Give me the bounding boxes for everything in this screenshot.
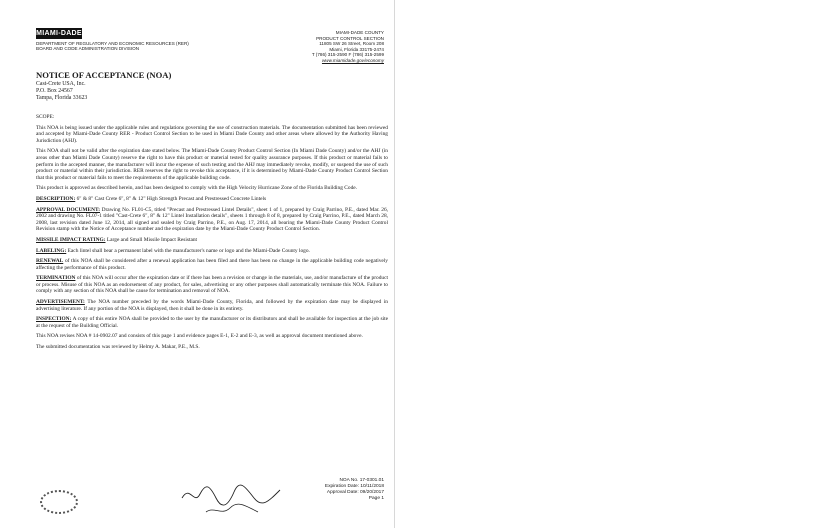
footer-meta — [288, 478, 384, 502]
scope-heading: SCOPE: — [36, 114, 55, 120]
section-advertisement — [36, 299, 388, 312]
section-text: A copy of this entire NOA shall be provided to the user by the manufacturer or its distributors and shall be available for inspection at the job site at the request of the Building Official. — [36, 316, 388, 329]
section-text: of this NOA shall be considered after a renewal application has been filed and there has been no change in the applicable building code negatively affecting the performance of this product. — [36, 258, 388, 271]
noa-document — [36, 28, 388, 524]
section-description — [36, 196, 388, 203]
contact-line: 11805 SW 26 Street, Room 208 — [319, 41, 384, 47]
section-termination — [36, 275, 388, 295]
section-inspection — [36, 316, 388, 329]
department-line: BOARD AND CODE ADMINISTRATION DIVISION — [36, 46, 140, 52]
recipient-address — [36, 81, 87, 101]
section-label: DESCRIPTION: — [36, 195, 76, 202]
department-line: DEPARTMENT OF REGULATORY AND ECONOMIC RESOURCES (RER) — [36, 41, 189, 46]
section-revision-note — [36, 333, 388, 340]
contact-line: T (786) 315-2590 F (786) 315-2599 — [311, 52, 384, 58]
section-label: RENEWAL — [36, 258, 64, 265]
section-label: TERMINATION — [36, 275, 76, 282]
noa-number: NOA No. 17-0301.01 — [339, 478, 384, 483]
expiration-date: Expiration Date: 10/11/2018 — [324, 484, 384, 489]
page-number: Page 1 — [368, 496, 384, 501]
scope-paragraph: This NOA shall not be valid after the expiration date stated below. The Miami-Dade County Product Control Section (In Miami Dade County) and/or the AHJ (in areas other than Miami Dade County) reserve the right to have this product or material tested for quality assurance purposes. If this product or material fails to perform in the accepted manner, the manufacturer will incur the expense of such testing and the AHJ may immediately revoke, modify, or suspend the use of such product or material within their jurisdiction. RER reserves the right to revoke this acceptance, if it is determined by Miami-Dade County Product Control Section that this product or material fails to meet the requirements of the applicable building code. — [36, 148, 388, 181]
county-logo: MIAMI-DADE — [36, 30, 82, 37]
section-text: The NOA number preceded by the words Miami-Dade County, Florida, and followed by the expiration date may be displayed in advertising literature. If any portion of the NOA is displayed, then it shall be done in its entirety. — [36, 299, 388, 312]
section-missile-impact — [36, 237, 388, 244]
address-line: Cast-Crete USA, Inc. — [36, 81, 86, 87]
section-text: Drawing No. FL01-C5, titled "Precast and Prestressed Lintel Details", sheet 1 of 1, prepared by Craig Parrino, P.E., dated Mar. 26, 2002 and drawing No. FL07-1 titled "Cast-Crete 6", 8" & 12" Lintel Installation details", sheets 1 through 8 of 8, prepared by Craig Parrino, P.E., dated March 28, 2008, last revision dated June 12, 2014, all signed and sealed by Craig Parrino, P.E., on Aug. 17, 2014, all bearing the Miami-Dade County Product Control Revision stamp with the Notice of Acceptance number and the expiration date by the Miami-Dade County Product Control Section. — [36, 206, 388, 233]
contact-line: MIAMI-DADE COUNTY — [335, 30, 384, 35]
section-text: Each lintel shall bear a permanent label with the manufacturer's name or logo and the Miami-Dade County logo. — [67, 247, 310, 254]
footer-stamp-area — [36, 490, 146, 520]
address-line: P.O. Box 24567 — [36, 87, 73, 94]
contact-block — [272, 30, 384, 64]
approval-date: Approval Date: 09/20/2017 — [326, 490, 384, 495]
section-approval-document — [36, 207, 388, 233]
scope-paragraph: This NOA is being issued under the applicable rules and regulations governing the use of construction materials. The documentation submitted has been reviewed and accepted by Miami-Dade County RER - Product Control Section to be used in Miami Dade County and other areas where allowed by the Authority Having Jurisdiction (AHJ). — [36, 124, 388, 144]
section-label: MISSILE IMPACT RATING: — [36, 236, 106, 243]
section-text: of this NOA will occur after the expiration date or if there has been a revision or change in the materials, use, and/or manufacture of the product or process. Misuse of this NOA as an endorsement of any product, for sales, advertising or any other purposes shall automatically terminate this NOA. Failure to comply with any section of this NOA shall be cause for termination and removal of NOA. — [36, 275, 388, 295]
section-label: ADVERTISEMENT: — [36, 299, 85, 306]
section-text: The submitted documentation was reviewed by Helmy A. Makar, P.E., M.S. — [36, 344, 200, 351]
scope-paragraph: This product is approved as described herein, and has been designed to comply with the High Velocity Hurricane Zone of the Florida Building Code. — [36, 185, 358, 192]
section-label: APPROVAL DOCUMENT: — [36, 206, 100, 213]
document-body — [36, 114, 388, 355]
contact-line: Miami, Florida 33175-2474 — [329, 46, 384, 52]
page-edge — [394, 0, 395, 528]
department-block — [36, 41, 246, 52]
reviewer-signature — [176, 476, 296, 520]
contact-line: PRODUCT CONTROL SECTION — [316, 35, 384, 41]
section-text: This NOA revises NOA # 14-0902.07 and consists of this page 1 and evidence pages E-1, E-2 and E-3, as well as approval document mentioned above. — [36, 333, 363, 340]
section-renewal — [36, 258, 388, 271]
section-text: 6" & 8" Cast Crete 6", 8" & 12" High Strength Precast and Prestressed Concrete Lintels — [76, 195, 267, 202]
section-text: Large and Small Missile Impact Resistant — [106, 236, 198, 243]
seal-stamp — [40, 490, 78, 514]
section-label: LABELING: — [36, 247, 67, 254]
section-label: INSPECTION: — [36, 316, 72, 323]
section-labeling — [36, 248, 388, 255]
document-title: NOTICE OF ACCEPTANCE (NOA) — [36, 70, 172, 80]
address-line: Tampa, Florida 33623 — [36, 94, 88, 101]
section-reviewer — [36, 344, 388, 351]
website-link[interactable]: www.miamidade.gov/economy — [321, 57, 384, 63]
